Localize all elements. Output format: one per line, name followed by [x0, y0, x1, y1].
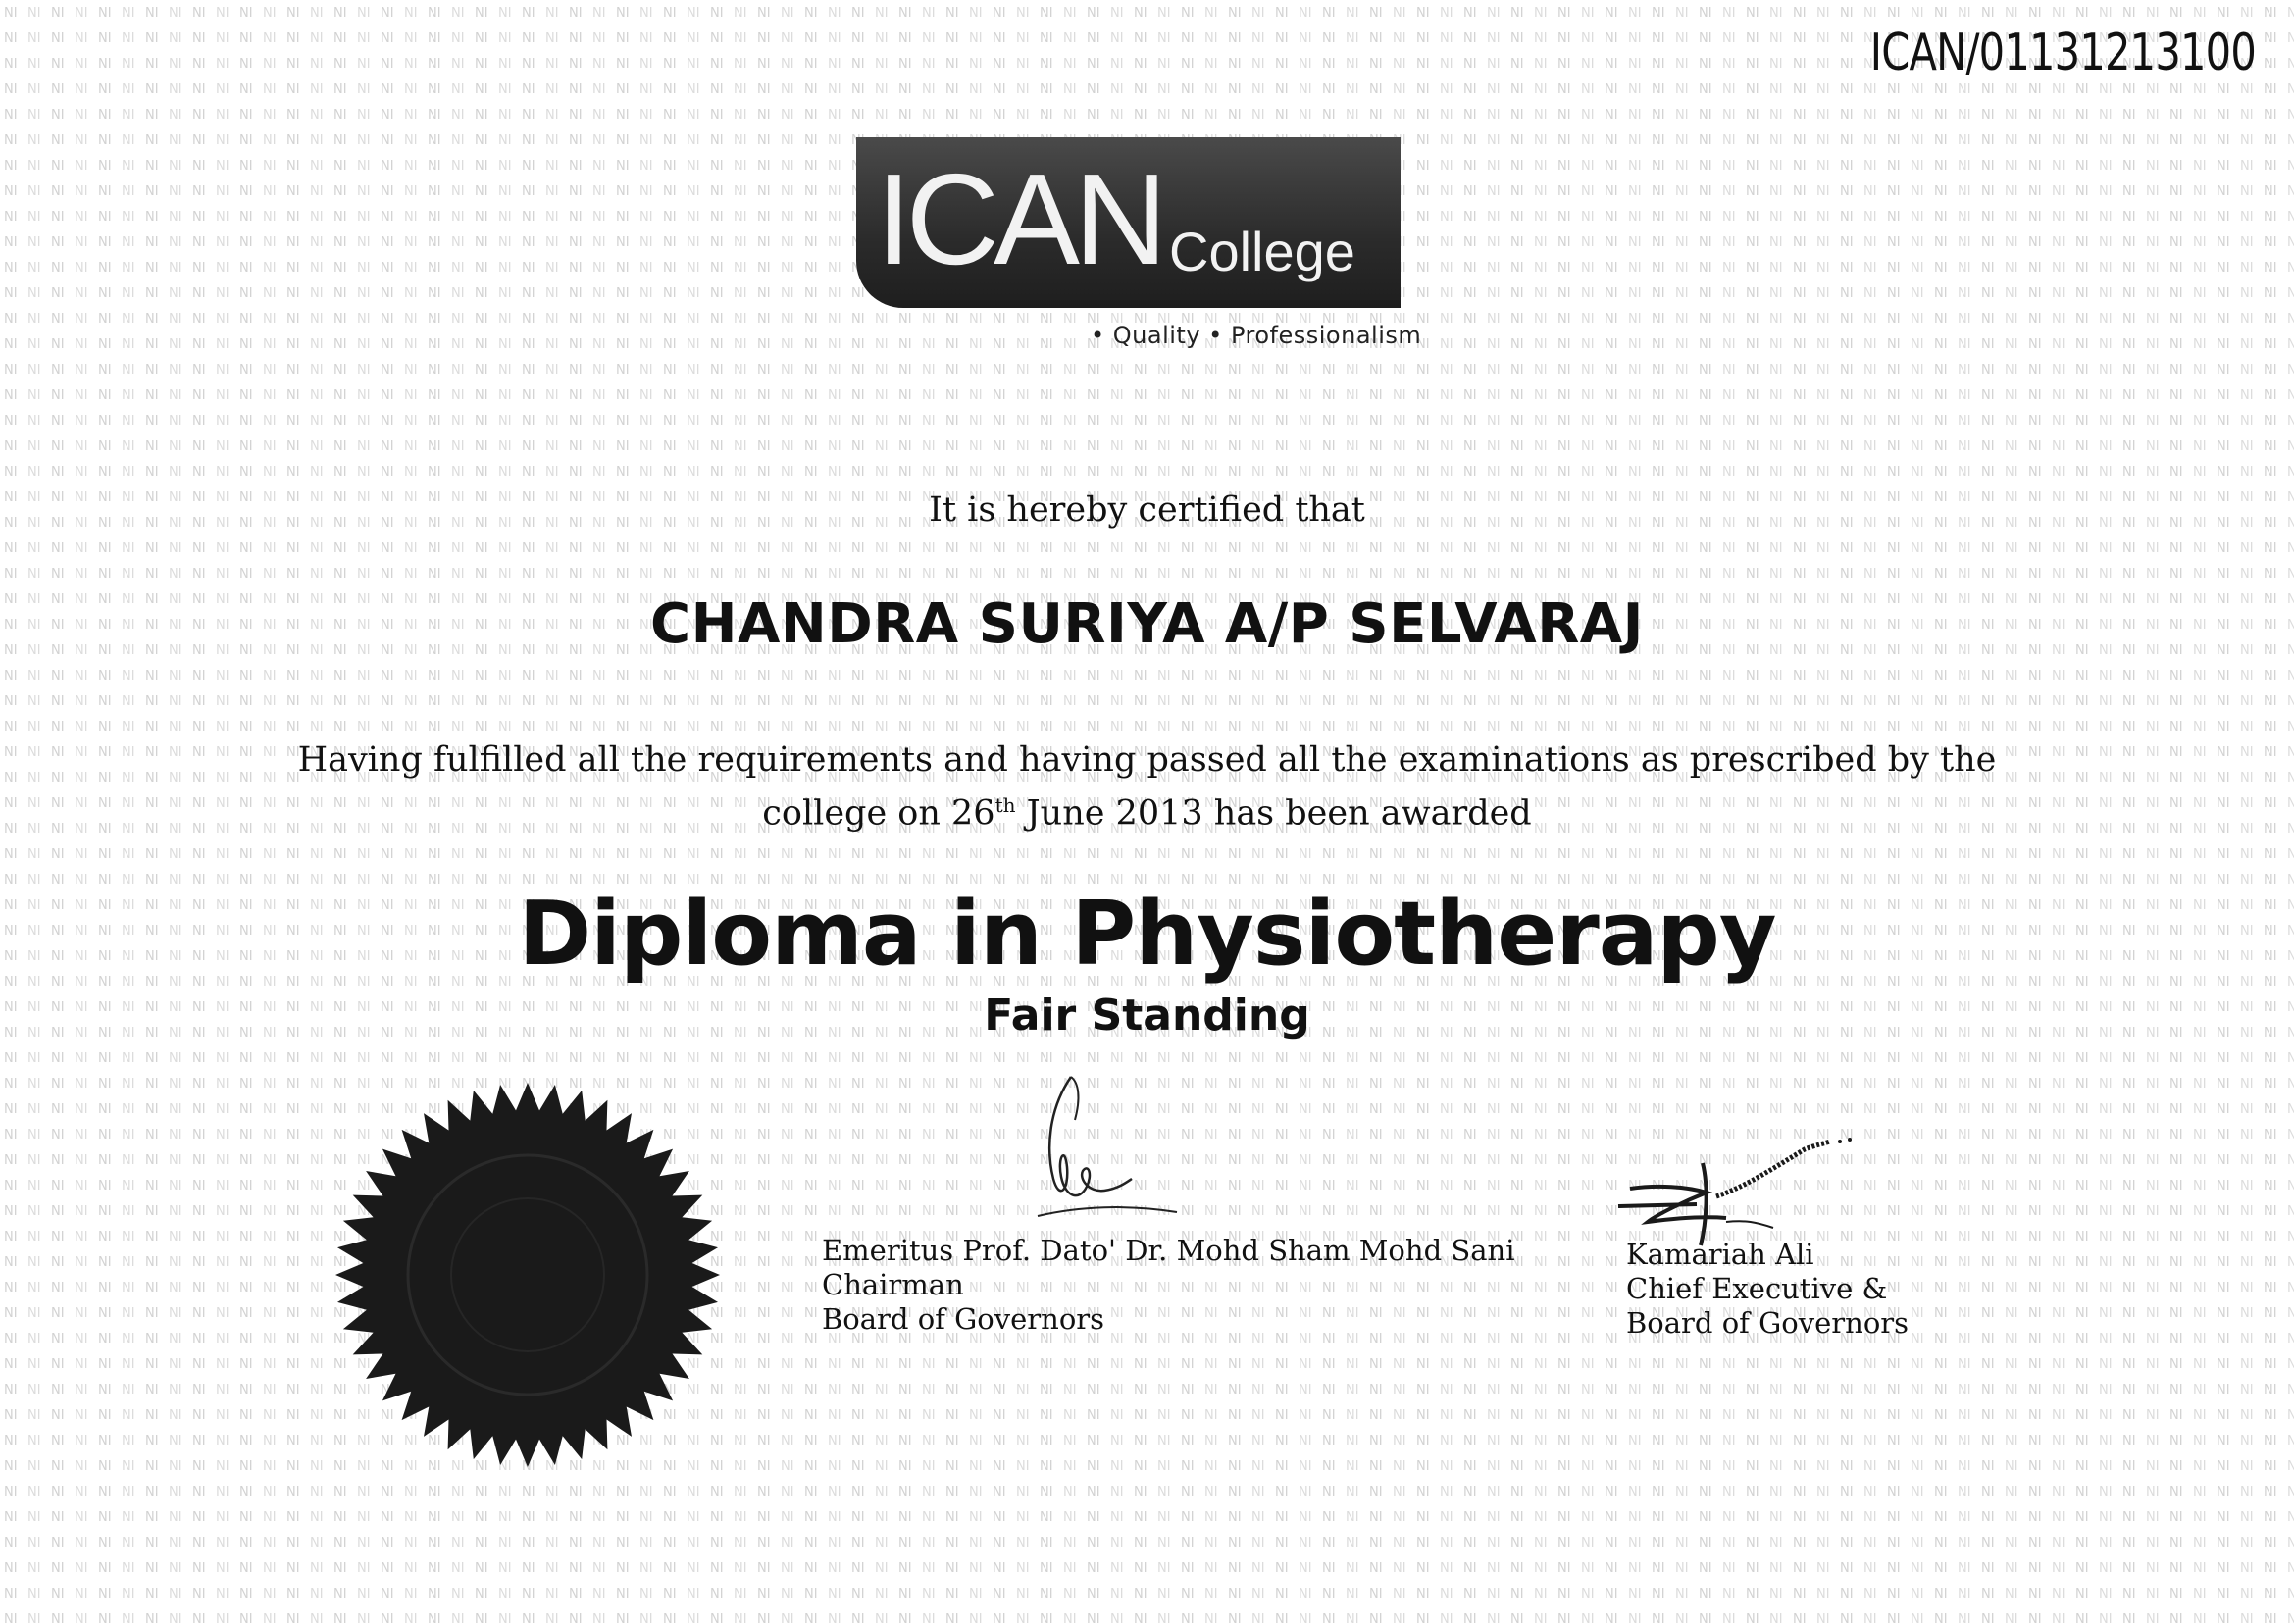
- college-logo-tagline: • Quality • Professionalism: [1091, 322, 1422, 349]
- college-logo-word: College: [1169, 221, 1355, 282]
- chief-executive-signature: [1608, 1128, 1863, 1255]
- signatory-name: Kamariah Ali: [1626, 1238, 1814, 1271]
- award-standing: Fair Standing: [984, 990, 1310, 1040]
- certificate-serial-number: ICAN/01131213100: [1869, 24, 2256, 82]
- signatory-chief-executive: [1626, 1238, 1909, 1341]
- award-statement-line-1: Having fulfilled all the requirements and having passed all the examinations as prescribed by the: [297, 740, 1997, 780]
- signatory-name: Emeritus Prof. Dato' Dr. Mohd Sham Mohd Sani: [822, 1234, 1515, 1267]
- signatory-body: Board of Governors: [1626, 1306, 1910, 1340]
- college-logo-brand: ICAN: [876, 147, 1162, 291]
- recipient-name: CHANDRA SURIYA A/P SELVARAJ: [650, 592, 1644, 656]
- award-statement-line-2: [0, 783, 2294, 837]
- award-statement: [0, 737, 2294, 837]
- certified-line: It is hereby certified that: [929, 490, 1365, 530]
- signatory-chairman: [822, 1234, 1514, 1337]
- award-title: Diploma in Physiotherapy: [518, 883, 1776, 986]
- embossed-seal-icon: [331, 1079, 724, 1471]
- signatory-title: Chief Executive &: [1626, 1272, 1888, 1305]
- signatory-title: Chairman: [822, 1268, 964, 1301]
- signatory-body: Board of Governors: [822, 1302, 1105, 1336]
- chairman-signature: [1010, 1069, 1206, 1236]
- statement-date-ordinal: th: [994, 793, 1016, 817]
- statement-date-prefix: college on 26: [762, 793, 995, 834]
- statement-date-suffix: June 2013 has been awarded: [1015, 793, 1532, 834]
